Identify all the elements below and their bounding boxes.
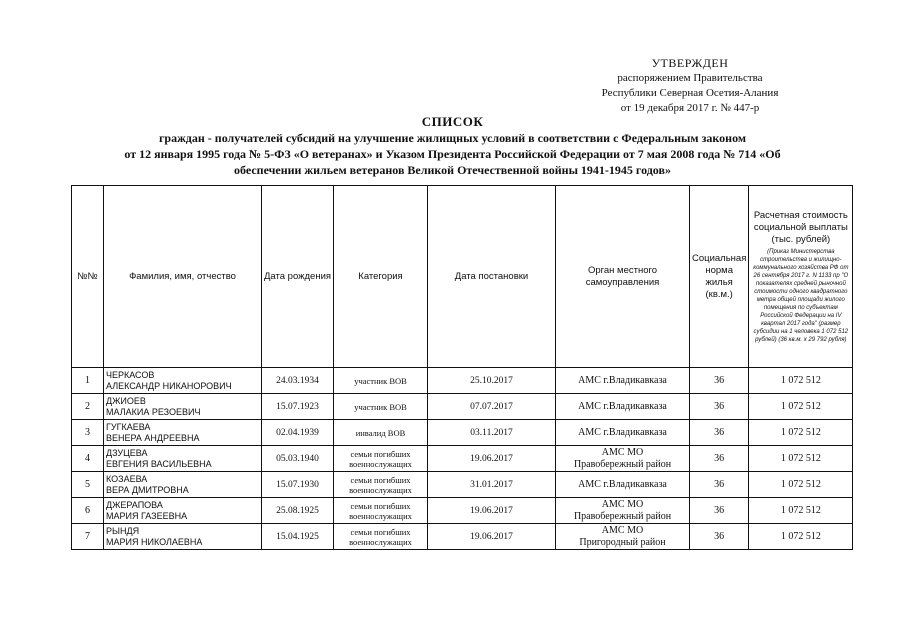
- payment-amount: 1 072 512: [749, 498, 853, 524]
- header-category: Категория: [334, 186, 428, 368]
- payment-amount: 1 072 512: [749, 394, 853, 420]
- table-row: [72, 524, 853, 550]
- header-norm: Социальная норма жилья (кв.м.): [690, 186, 749, 368]
- birth-date: 15.04.1925: [262, 524, 334, 550]
- full-name: [104, 368, 262, 394]
- housing-norm: 36: [690, 420, 749, 446]
- organ-line-1: АМС МО: [601, 446, 644, 458]
- category-line-1: инвалид ВОВ: [355, 427, 406, 438]
- housing-norm: 36: [690, 524, 749, 550]
- surname: РЫНДЯ: [106, 525, 140, 536]
- full-name: [104, 498, 262, 524]
- header-organ: Орган местного самоуправления: [556, 186, 690, 368]
- category-line-1: семьи погибших: [350, 474, 411, 485]
- birth-date: 25.08.1925: [262, 498, 334, 524]
- organ: [556, 368, 690, 394]
- registration-date: 19.06.2017: [428, 524, 556, 550]
- title-line-3: обеспечении жильем ветеранов Великой Отечественной войны 1941-1945 годов»: [234, 163, 671, 177]
- document-title: [40, 114, 865, 178]
- recipients-table: [71, 185, 853, 550]
- surname: ГУГКАЕВА: [106, 421, 151, 432]
- category: [334, 524, 428, 550]
- category-line-1: участник ВОВ: [354, 401, 407, 412]
- surname: ДЗУЦЕВА: [106, 447, 148, 458]
- table-row: [72, 472, 853, 498]
- housing-norm: 36: [690, 498, 749, 524]
- table-header-row: [72, 186, 853, 368]
- category: [334, 472, 428, 498]
- registration-date: 07.07.2017: [428, 394, 556, 420]
- surname: ЧЕРКАСОВ: [106, 369, 155, 380]
- table-row: [72, 498, 853, 524]
- approval-heading: УТВЕРЖДЕН: [651, 56, 729, 70]
- registration-date: 19.06.2017: [428, 498, 556, 524]
- registration-date: 03.11.2017: [428, 420, 556, 446]
- category-line-2: военнослужащих: [349, 458, 412, 469]
- birth-date: 15.07.1923: [262, 394, 334, 420]
- category-line-1: семьи погибших: [350, 526, 411, 537]
- table-row: [72, 368, 853, 394]
- organ-line-1: АМС г.Владикавказа: [578, 478, 667, 490]
- housing-norm: 36: [690, 394, 749, 420]
- header-cost-note: (Приказ Министерства строительства и жилищно-коммунального хозяйства РФ от 26 сентября 2017 г. N 1133 пр "О показателях средней рыночной стоимости одного квадратного метра общей площади жилого помещения по субъектам Российской Федерации на IV квартал 2017 года" (размер субсидии на 1 человека 1 072 512 рублей) (36 кв.м. х 29 792 рубля): [753, 248, 849, 343]
- birth-date: 24.03.1934: [262, 368, 334, 394]
- header-birth-date: Дата рождения: [262, 186, 334, 368]
- organ-line-1: АМС г.Владикавказа: [578, 374, 667, 386]
- category: [334, 394, 428, 420]
- organ-line-1: АМС г.Владикавказа: [578, 426, 667, 438]
- given-names: АЛЕКСАНДР НИКАНОРОВИЧ: [106, 380, 232, 391]
- housing-norm: 36: [690, 368, 749, 394]
- payment-amount: 1 072 512: [749, 524, 853, 550]
- organ-line-1: АМС МО: [601, 498, 644, 510]
- surname: ДЖЕРАПОВА: [106, 499, 163, 510]
- full-name: [104, 420, 262, 446]
- category: [334, 368, 428, 394]
- organ: [556, 498, 690, 524]
- category: [334, 446, 428, 472]
- registration-date: 25.10.2017: [428, 368, 556, 394]
- given-names: МАЛАКИА РЕЗОЕВИЧ: [106, 406, 201, 417]
- category-line-1: семьи погибших: [350, 448, 411, 459]
- payment-amount: 1 072 512: [749, 368, 853, 394]
- approval-line-2: Республики Северная Осетия-Алания: [601, 87, 779, 99]
- approval-block: [560, 56, 820, 116]
- header-cost-main: Расчетная стоимость социальной выплаты (тыс. рублей): [753, 209, 848, 245]
- surname: ДЖИОЕВ: [106, 395, 146, 406]
- category-line-2: военнослужащих: [349, 510, 412, 521]
- payment-amount: 1 072 512: [749, 420, 853, 446]
- category-line-2: военнослужащих: [349, 536, 412, 547]
- category-line-2: военнослужащих: [349, 484, 412, 495]
- row-number: 2: [72, 394, 104, 420]
- organ-line-1: АМС МО: [601, 524, 644, 536]
- organ: [556, 394, 690, 420]
- row-number: 5: [72, 472, 104, 498]
- header-cost: [749, 186, 853, 368]
- table-row: [72, 446, 853, 472]
- full-name: [104, 524, 262, 550]
- header-name: Фамилия, имя, отчество: [104, 186, 262, 368]
- full-name: [104, 472, 262, 498]
- title-line-1: граждан - получателей субсидий на улучшение жилищных условий в соответствии с Федеральным законом: [158, 131, 747, 145]
- row-number: 6: [72, 498, 104, 524]
- category-line-1: семьи погибших: [350, 500, 411, 511]
- organ: [556, 524, 690, 550]
- organ: [556, 472, 690, 498]
- header-num: №№: [72, 186, 104, 368]
- housing-norm: 36: [690, 472, 749, 498]
- category: [334, 420, 428, 446]
- organ: [556, 446, 690, 472]
- given-names: ВЕРА ДМИТРОВНА: [106, 484, 189, 495]
- table-row: [72, 394, 853, 420]
- row-number: 3: [72, 420, 104, 446]
- birth-date: 02.04.1939: [262, 420, 334, 446]
- payment-amount: 1 072 512: [749, 446, 853, 472]
- organ-line-2: Правобережный район: [573, 510, 672, 522]
- category: [334, 498, 428, 524]
- approval-line-1: распоряжением Правительства: [617, 72, 763, 84]
- row-number: 4: [72, 446, 104, 472]
- organ: [556, 420, 690, 446]
- row-number: 7: [72, 524, 104, 550]
- given-names: МАРИЯ НИКОЛАЕВНА: [106, 536, 203, 547]
- title-main: СПИСОК: [421, 114, 484, 129]
- registration-date: 31.01.2017: [428, 472, 556, 498]
- registration-date: 19.06.2017: [428, 446, 556, 472]
- organ-line-2: Пригородный район: [579, 536, 666, 548]
- housing-norm: 36: [690, 446, 749, 472]
- given-names: МАРИЯ ГАЗЕЕВНА: [106, 510, 188, 521]
- birth-date: 05.03.1940: [262, 446, 334, 472]
- header-registration-date: Дата постановки: [428, 186, 556, 368]
- approval-line-3: от 19 декабря 2017 г. № 447-р: [620, 102, 760, 114]
- given-names: ВЕНЕРА АНДРЕЕВНА: [106, 432, 200, 443]
- surname: КОЗАЕВА: [106, 473, 148, 484]
- payment-amount: 1 072 512: [749, 472, 853, 498]
- organ-line-2: Правобережный район: [573, 458, 672, 470]
- given-names: ЕВГЕНИЯ ВАСИЛЬЕВНА: [106, 458, 212, 469]
- table-row: [72, 420, 853, 446]
- organ-line-1: АМС г.Владикавказа: [578, 400, 667, 412]
- row-number: 1: [72, 368, 104, 394]
- full-name: [104, 446, 262, 472]
- birth-date: 15.07.1930: [262, 472, 334, 498]
- title-line-2: от 12 января 1995 года № 5-ФЗ «О ветеранах» и Указом Президента Российской Федерации от 7 мая 2008 года № 714 «Об: [124, 147, 781, 161]
- category-line-1: участник ВОВ: [354, 375, 407, 386]
- full-name: [104, 394, 262, 420]
